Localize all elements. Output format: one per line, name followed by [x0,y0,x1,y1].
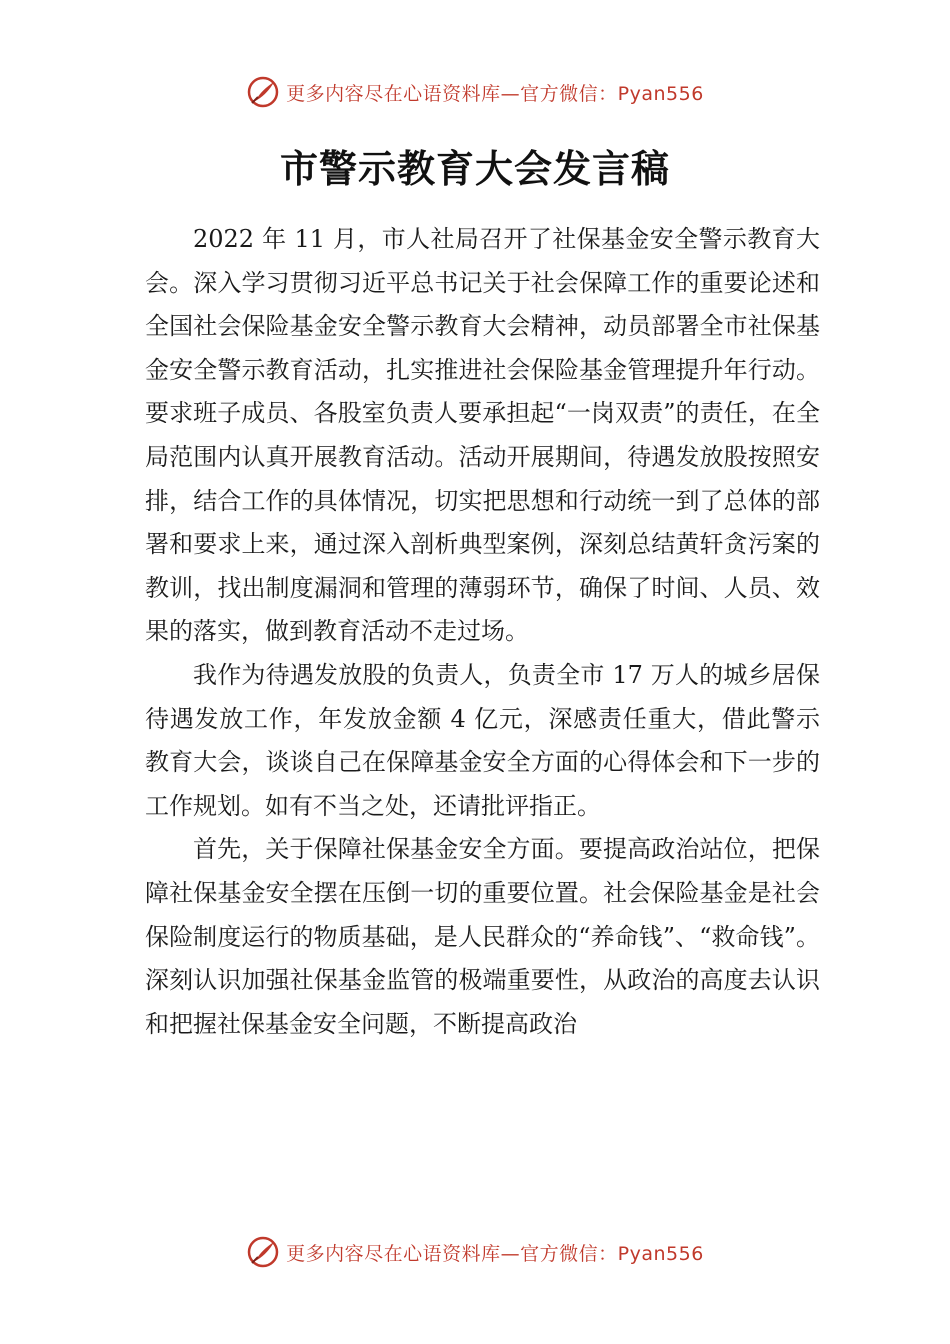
footer-banner [0,1232,950,1272]
footer-banner-text: 更多内容尽在心语资料库—官方微信：Pyan556 [286,1242,704,1265]
feather-pen-logo-icon [246,1235,280,1269]
paragraph-1: 2022 年 11 月，市人社局召开了社保基金安全警示教育大会。深入学习贯彻习近平总书记关于社会保障工作的重要论述和全国社会保险基金安全警示教育大会精神，动员部署全市社保基金安全警示教育活动，扎实推进社会保险基金管理提升年行动。要求班子成员、各股室负责人要承担起“一岗双责”的责任，在全局范围内认真开展教育活动。活动开展期间，待遇发放股按照安排，结合工作的具体情况，切实把思想和行动统一到了总体的部署和要求上来，通过深入剖析典型案例，深刻总结黄轩贪污案的教训，找出制度漏洞和管理的薄弱环节，确保了时间、人员、效果的落实，做到教育活动不走过场。 [145,225,820,646]
header-banner-text: 更多内容尽在心语资料库—官方微信：Pyan556 [286,82,704,105]
paragraph-3: 首先，关于保障社保基金安全方面。要提高政治站位，把保障社保基金安全摆在压倒一切的重要位置。社会保险基金是社会保险制度运行的物质基础，是人民群众的“养命钱”、“救命钱”。深刻认识加强社保基金监管的极端重要性，从政治的高度去认识和把握社保基金安全问题，不断提高政治 [145,835,820,1038]
feather-pen-logo-icon [246,75,280,109]
document-body [145,218,820,1046]
paragraph-2: 我作为待遇发放股的负责人，负责全市 17 万人的城乡居保待遇发放工作，年发放金额 4 亿元，深感责任重大，借此警示教育大会，谈谈自己在保障基金安全方面的心得体会和下一步的工作规划。如有不当之处，还请批评指正。 [145,660,820,820]
document-title: 市警示教育大会发言稿 [279,147,670,191]
header-banner [0,72,950,112]
